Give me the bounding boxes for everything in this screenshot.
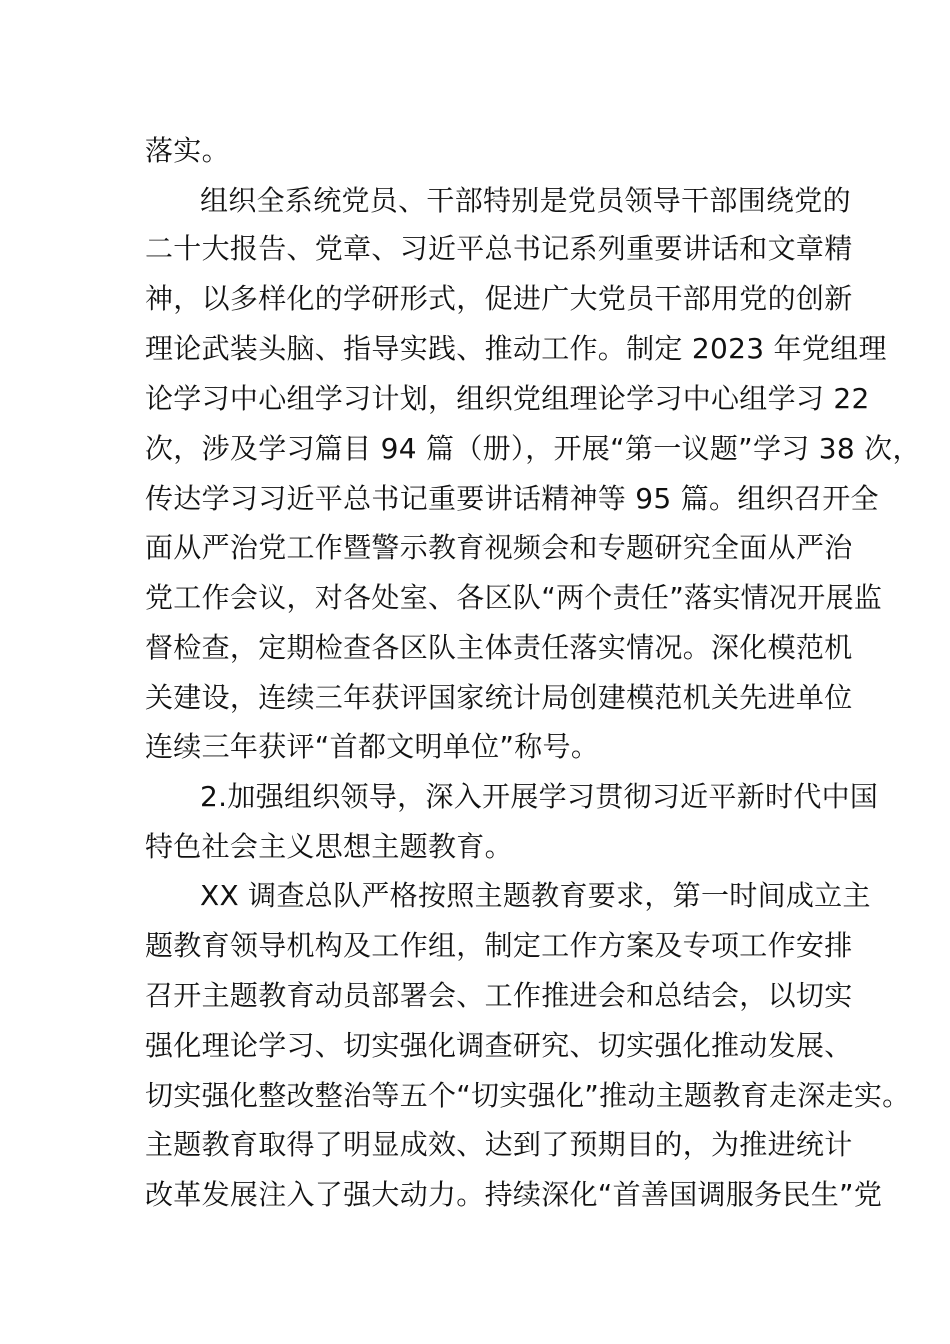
paragraph-1-line-1: 组织全系统党员、干部特别是党员领导干部围绕党的	[200, 184, 851, 217]
paragraph-1-line-6: 次，涉及学习篇目 94 篇（册），开展“第一议题”学习 38 次，	[145, 432, 921, 465]
section-heading-line-2: 特色社会主义思想主题教育。	[145, 830, 513, 863]
paragraph-2-line-2: 题教育领导机构及工作组，制定工作方案及专项工作安排	[145, 929, 853, 962]
paragraph-2-line-1: XX 调查总队严格按照主题教育要求，第一时间成立主	[200, 879, 871, 912]
section-heading-line-1: 2.加强组织领导，深入开展学习贯彻习近平新时代中国	[200, 780, 879, 813]
text-line-1: 落实。	[145, 134, 230, 167]
paragraph-1-line-10: 督检查，定期检查各区队主体责任落实情况。深化模范机	[145, 631, 853, 664]
paragraph-2-line-4: 强化理论学习、切实强化调查研究、切实强化推动发展、	[145, 1029, 853, 1062]
paragraph-1-line-2: 二十大报告、党章、习近平总书记系列重要讲话和文章精	[145, 232, 853, 265]
paragraph-2-line-7: 改革发展注入了强大动力。持续深化“首善国调服务民生”党	[145, 1178, 883, 1211]
paragraph-1-line-8: 面从严治党工作暨警示教育视频会和专题研究全面从严治	[145, 531, 853, 564]
paragraph-1-line-11: 关建设，连续三年获评国家统计局创建模范机关先进单位	[145, 681, 853, 714]
paragraph-2-line-5: 切实强化整改整治等五个“切实强化”推动主题教育走深走实。	[145, 1079, 911, 1112]
paragraph-1-line-7: 传达学习习近平总书记重要讲话精神等 95 篇。组织召开全	[145, 482, 879, 515]
paragraph-1-line-4: 理论武装头脑、指导实践、推动工作。制定 2023 年党组理	[145, 332, 887, 365]
paragraph-1-line-5: 论学习中心组学习计划，组织党组理论学习中心组学习 22	[145, 382, 870, 415]
paragraph-1-line-3: 神，以多样化的学研形式，促进广大党员干部用党的创新	[145, 282, 853, 315]
paragraph-1-line-9: 党工作会议，对各处室、各区队“两个责任”落实情况开展监	[145, 581, 883, 614]
paragraph-1-line-12: 连续三年获评“首都文明单位”称号。	[145, 730, 600, 763]
paragraph-2-line-6: 主题教育取得了明显成效、达到了预期目的，为推进统计	[145, 1128, 853, 1161]
paragraph-2-line-3: 召开主题教育动员部署会、工作推进会和总结会，以切实	[145, 979, 853, 1012]
